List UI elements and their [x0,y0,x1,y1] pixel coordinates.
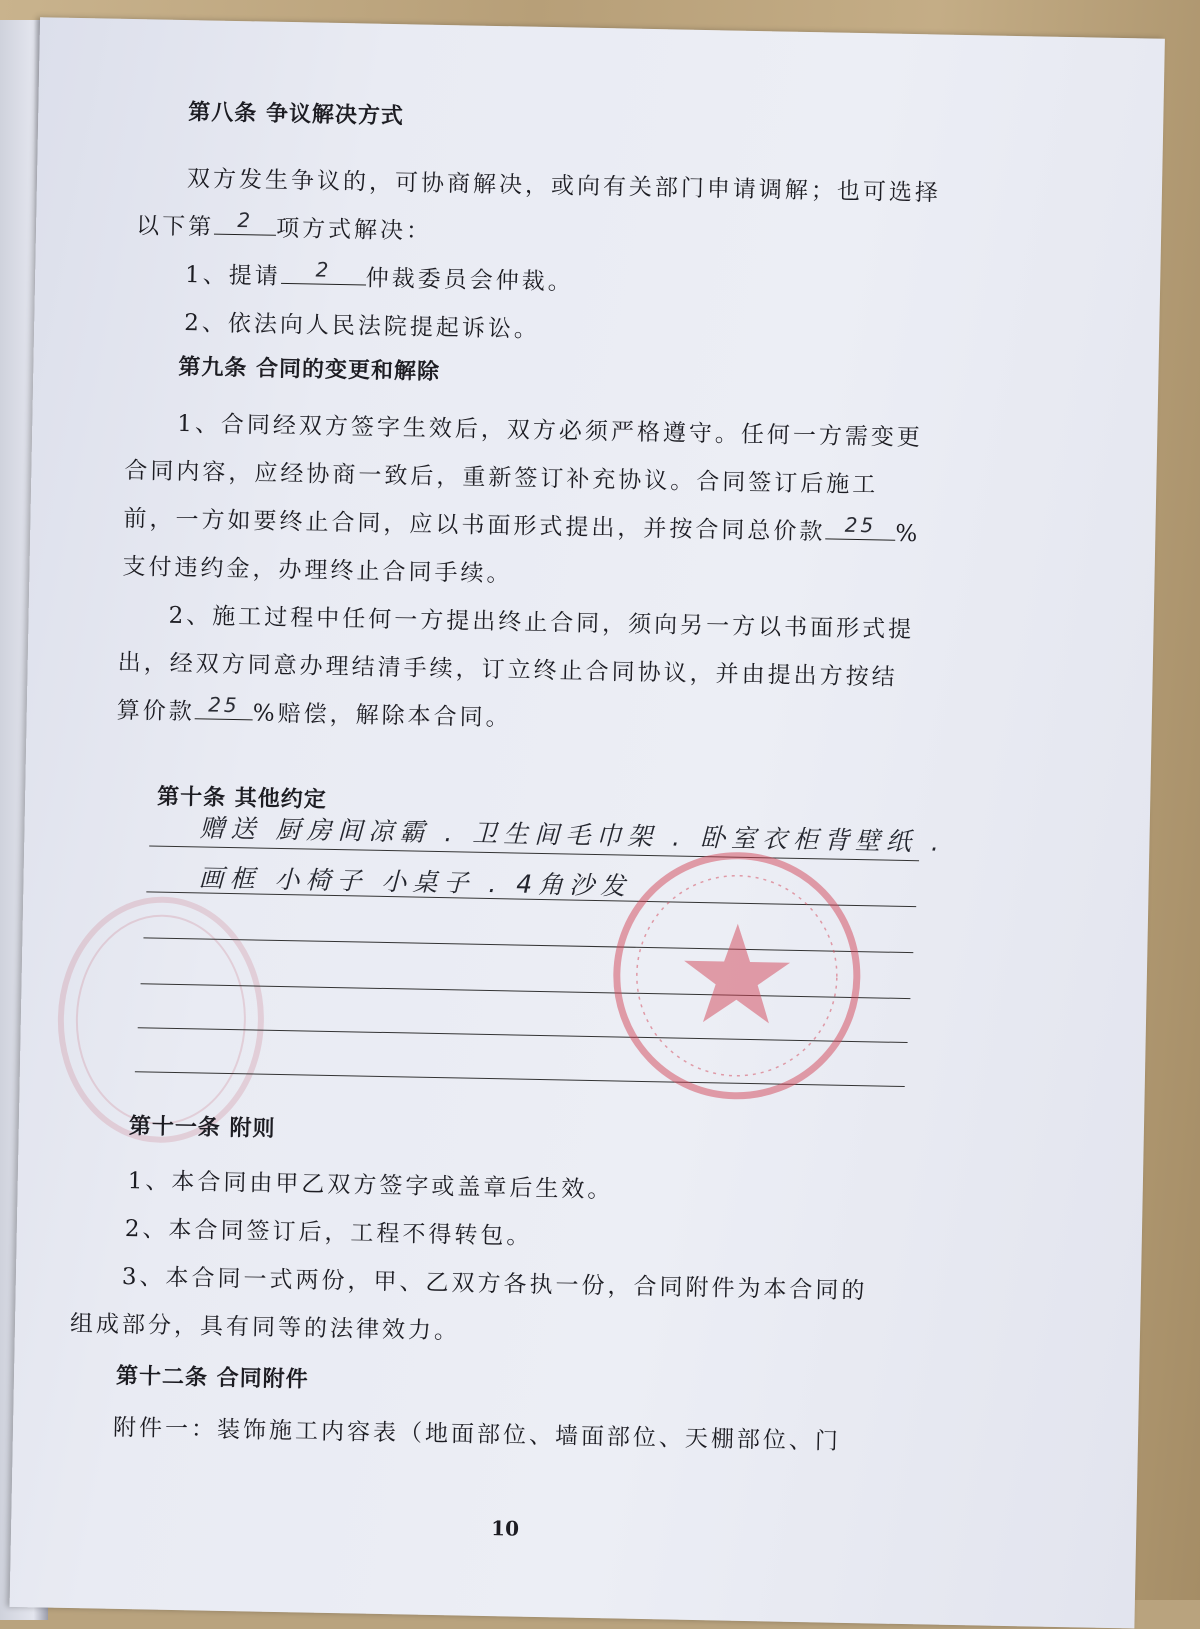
article9-line4: 支付违约金，办理终止合同手续。 [122,553,513,588]
article9-line3 [123,500,920,548]
article12-line1: 附件一：装饰施工内容表（地面部位、墙面部位、天棚部位、门 [112,1414,842,1455]
article8-p2-prefix: 以下第 [135,213,215,241]
article9-line1: 1、合同经双方签字生效后，双方必须严格遵守。任何一方需变更 [177,410,924,452]
article8-paragraph-line2 [136,207,433,246]
article8-option1 [185,256,574,296]
article12-heading: 第十二条 合同附件 [115,1363,309,1393]
penalty-percent-blank [825,512,895,540]
article11-line2: 2、本合同签订后，工程不得转包。 [124,1216,533,1250]
article11-line4: 组成部分，具有同等的法律效力。 [69,1311,461,1345]
article9-line3-suffix: % [895,520,921,548]
compensation-percent-blank [195,692,253,720]
option1-suffix: 仲裁委员会仲裁。 [365,265,574,296]
article8-p2-suffix: 项方式解决： [275,215,433,245]
page-number: 10 [490,1516,520,1541]
article8-paragraph-line1: 双方发生争议的，可协商解决，或向有关部门申请调解；也可选择 [186,166,942,207]
option1-prefix: 1、提请 [184,262,282,290]
arbitration-blank [281,257,366,286]
method-choice-blank [214,208,276,236]
article9-line5: 2、施工过程中任何一方提出终止合同，须向另一方以书面形式提 [168,602,915,644]
article11-line1: 1、本合同由甲乙双方签字或盖章后生效。 [127,1168,614,1204]
article9-line2: 合同内容，应经协商一致后，重新签订补充协议。合同签订后施工 [124,457,879,499]
arbitration-handwritten: 2 [315,257,332,282]
article8-option2: 2、依法向人民法院提起诉讼。 [184,310,541,343]
penalty-percent-handwritten: 25 [844,512,877,538]
method-choice-handwritten: 2 [237,208,254,233]
article9-line7 [117,692,512,733]
article10-heading: 第十条 其他约定 [156,784,328,813]
article11-heading: 第十一条 附则 [128,1114,276,1142]
article9-line7-prefix: 算价款 [116,697,196,726]
company-seal [604,843,869,1108]
article9-line3-prefix: 前，一方如要终止合同，应以书面形式提出，并按合同总价款 [123,505,826,546]
contract-page [10,17,1165,1628]
article8-heading: 第八条 争议解决方式 [188,100,405,130]
other-terms-handwritten-line1: 赠送 厨房间凉霸 . 卫生间毛巾架 . 卧室衣柜背壁纸 . [199,813,946,857]
article9-line6: 出，经双方同意办理结清手续，订立终止合同协议，并由提出方按结 [117,649,898,691]
article11-line3: 3、本合同一式两份，甲、乙双方各执一份，合同附件为本合同的 [121,1264,868,1305]
article9-heading: 第九条 合同的变更和解除 [178,354,441,385]
other-terms-handwritten-line2: 画框 小椅子 小桌子 . 4角沙发 [198,863,632,901]
compensation-percent-handwritten: 25 [207,692,240,718]
article9-line7-suffix: %赔偿，解除本合同。 [252,700,512,732]
